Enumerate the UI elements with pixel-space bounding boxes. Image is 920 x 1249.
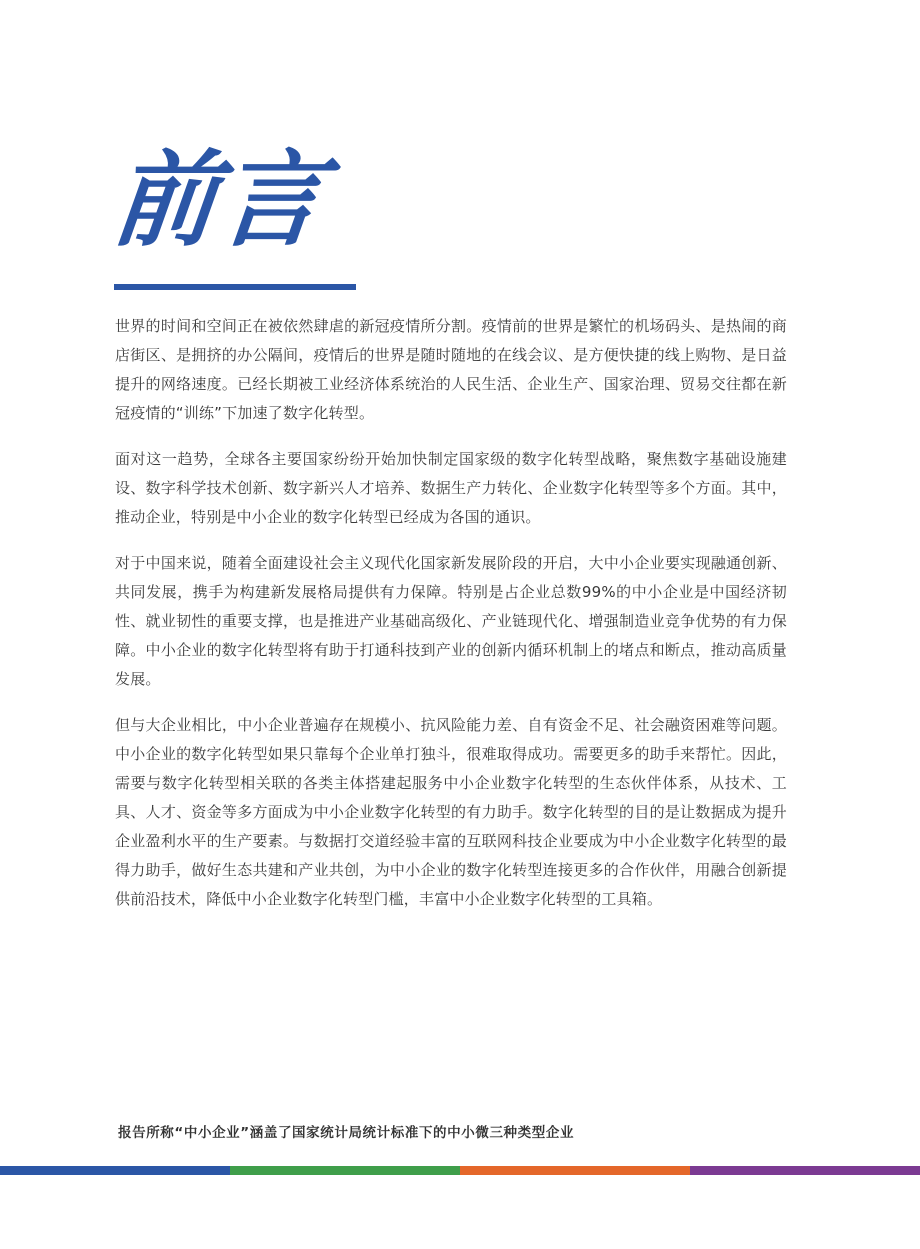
title-underline <box>114 284 356 290</box>
body-text <box>115 312 787 931</box>
color-bar-segment-purple <box>690 1166 920 1175</box>
color-bar-segment-blue <box>0 1166 230 1175</box>
color-bar <box>0 1166 920 1175</box>
paragraph-4: 但与大企业相比，中小企业普遍存在规模小、抗风险能力差、自有资金不足、社会融资困难等问题。中小企业的数字化转型如果只靠每个企业单打独斗，很难取得成功。需要更多的助手来帮忙。因此，需要与数字化转型相关联的各类主体搭建起服务中小企业数字化转型的生态伙伴体系，从技术、工具、人才、资金等多方面成为中小企业数字化转型的有力助手。数字化转型的目的是让数据成为提升企业盈利水平的生产要素。与数据打交道经验丰富的互联网科技企业要成为中小企业数字化转型的最得力助手，做好生态共建和产业共创，为中小企业的数字化转型连接更多的合作伙伴，用融合创新提供前沿技术，降低中小企业数字化转型门槛，丰富中小企业数字化转型的工具箱。 <box>115 716 787 908</box>
paragraph-1: 世界的时间和空间正在被依然肆虐的新冠疫情所分割。疫情前的世界是繁忙的机场码头、是热闹的商店街区、是拥挤的办公隔间，疫情后的世界是随时随地的在线会议、是方便快捷的线上购物、是日益提升的网络速度。已经长期被工业经济体系统治的人民生活、企业生产、国家治理、贸易交往都在新冠疫情的“训练”下加速了数字化转型。 <box>115 317 787 422</box>
paragraph-3: 对于中国来说，随着全面建设社会主义现代化国家新发展阶段的开启，大中小企业要实现融通创新、共同发展，携手为构建新发展格局提供有力保障。特别是占企业总数99%的中小企业是中国经济韧性、就业韧性的重要支撑，也是推进产业基础高级化、产业链现代化、增强制造业竞争优势的有力保障。中小企业的数字化转型将有助于打通科技到产业的创新内循环机制上的堵点和断点，推动高质量发展。 <box>115 554 787 688</box>
footnote: 报告所称“中小企业”涵盖了国家统计局统计标准下的中小微三种类型企业 <box>118 1125 575 1141</box>
paragraph-2: 面对这一趋势，全球各主要国家纷纷开始加快制定国家级的数字化转型战略，聚焦数字基础设施建设、数字科学技术创新、数字新兴人才培养、数据生产力转化、企业数字化转型等多个方面。其中，推动企业，特别是中小企业的数字化转型已经成为各国的通识。 <box>115 450 787 526</box>
color-bar-segment-green <box>230 1166 460 1175</box>
page-title: 前言 <box>106 139 332 261</box>
color-bar-segment-orange <box>460 1166 690 1175</box>
